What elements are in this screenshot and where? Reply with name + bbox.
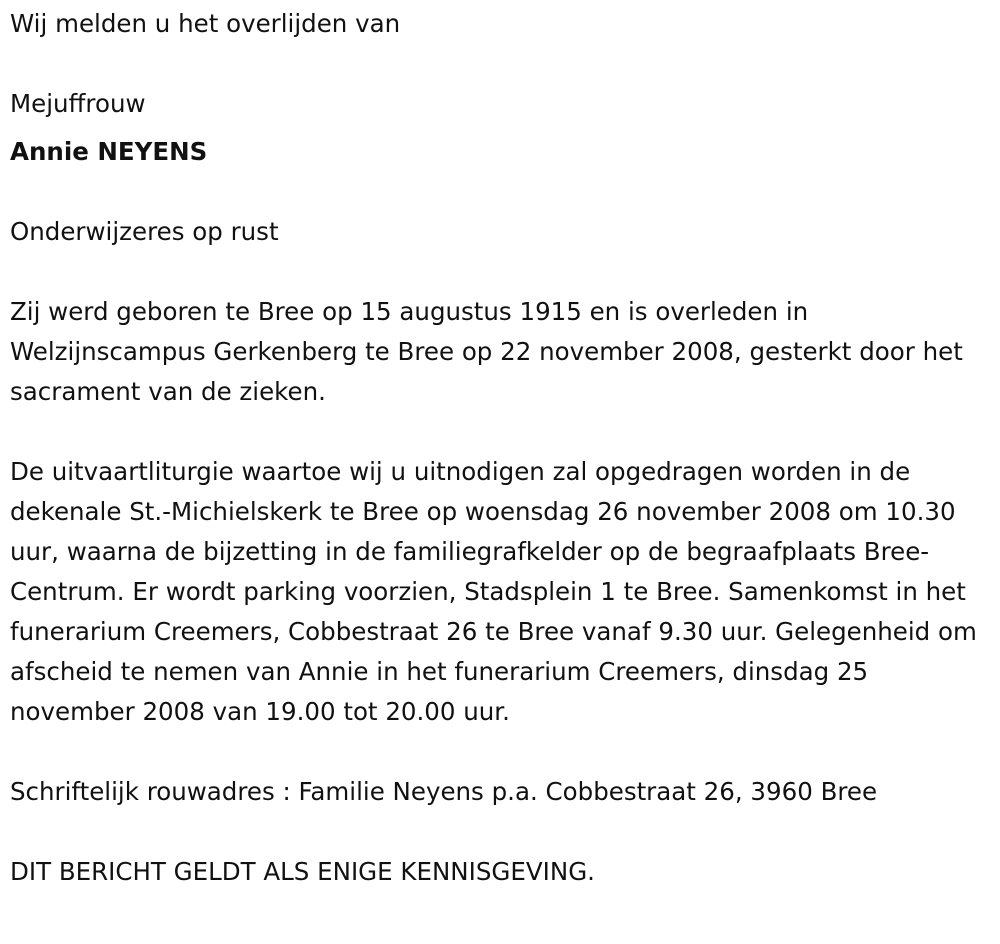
funeral-paragraph: De uitvaartliturgie waartoe wij u uitnodigen zal opgedragen worden in de dekenale St.-Michielskerk te Bree op woensdag 26 november 2008 om 10.30 uur, waarna de bijzetting in de familiegrafkelder op de begraafplaats Bree-Centrum. Er wordt parking voorzien, Stadsplein 1 te Bree. Samenkomst in het funerarium Creemers, Cobbestraat 26 te Bree vanaf 9.30 uur. Gelegenheid om afscheid te nemen van Annie in het funerarium Creemers, dinsdag 25 november 2008 van 19.00 tot 20.00 uur. bbox=[10, 457, 977, 726]
occupation: Onderwijzeres op rust bbox=[10, 217, 279, 246]
birth-death-paragraph: Zij werd geboren te Bree op 15 augustus 1915 en is overleden in Welzijnscampus Gerkenberg te Bree op 22 november 2008, gesterkt door het sacrament van de zieken. bbox=[10, 297, 963, 406]
closing-line: DIT BERICHT GELDT ALS ENIGE KENNISGEVING. bbox=[10, 857, 595, 886]
mourning-address: Schriftelijk rouwadres : Familie Neyens p.a. Cobbestraat 26, 3960 Bree bbox=[10, 777, 878, 806]
death-notice bbox=[10, 4, 995, 892]
honorific: Mejuffrouw bbox=[10, 89, 146, 118]
deceased-name: Annie NEYENS bbox=[10, 137, 208, 166]
intro-line: Wij melden u het overlijden van bbox=[10, 9, 401, 38]
